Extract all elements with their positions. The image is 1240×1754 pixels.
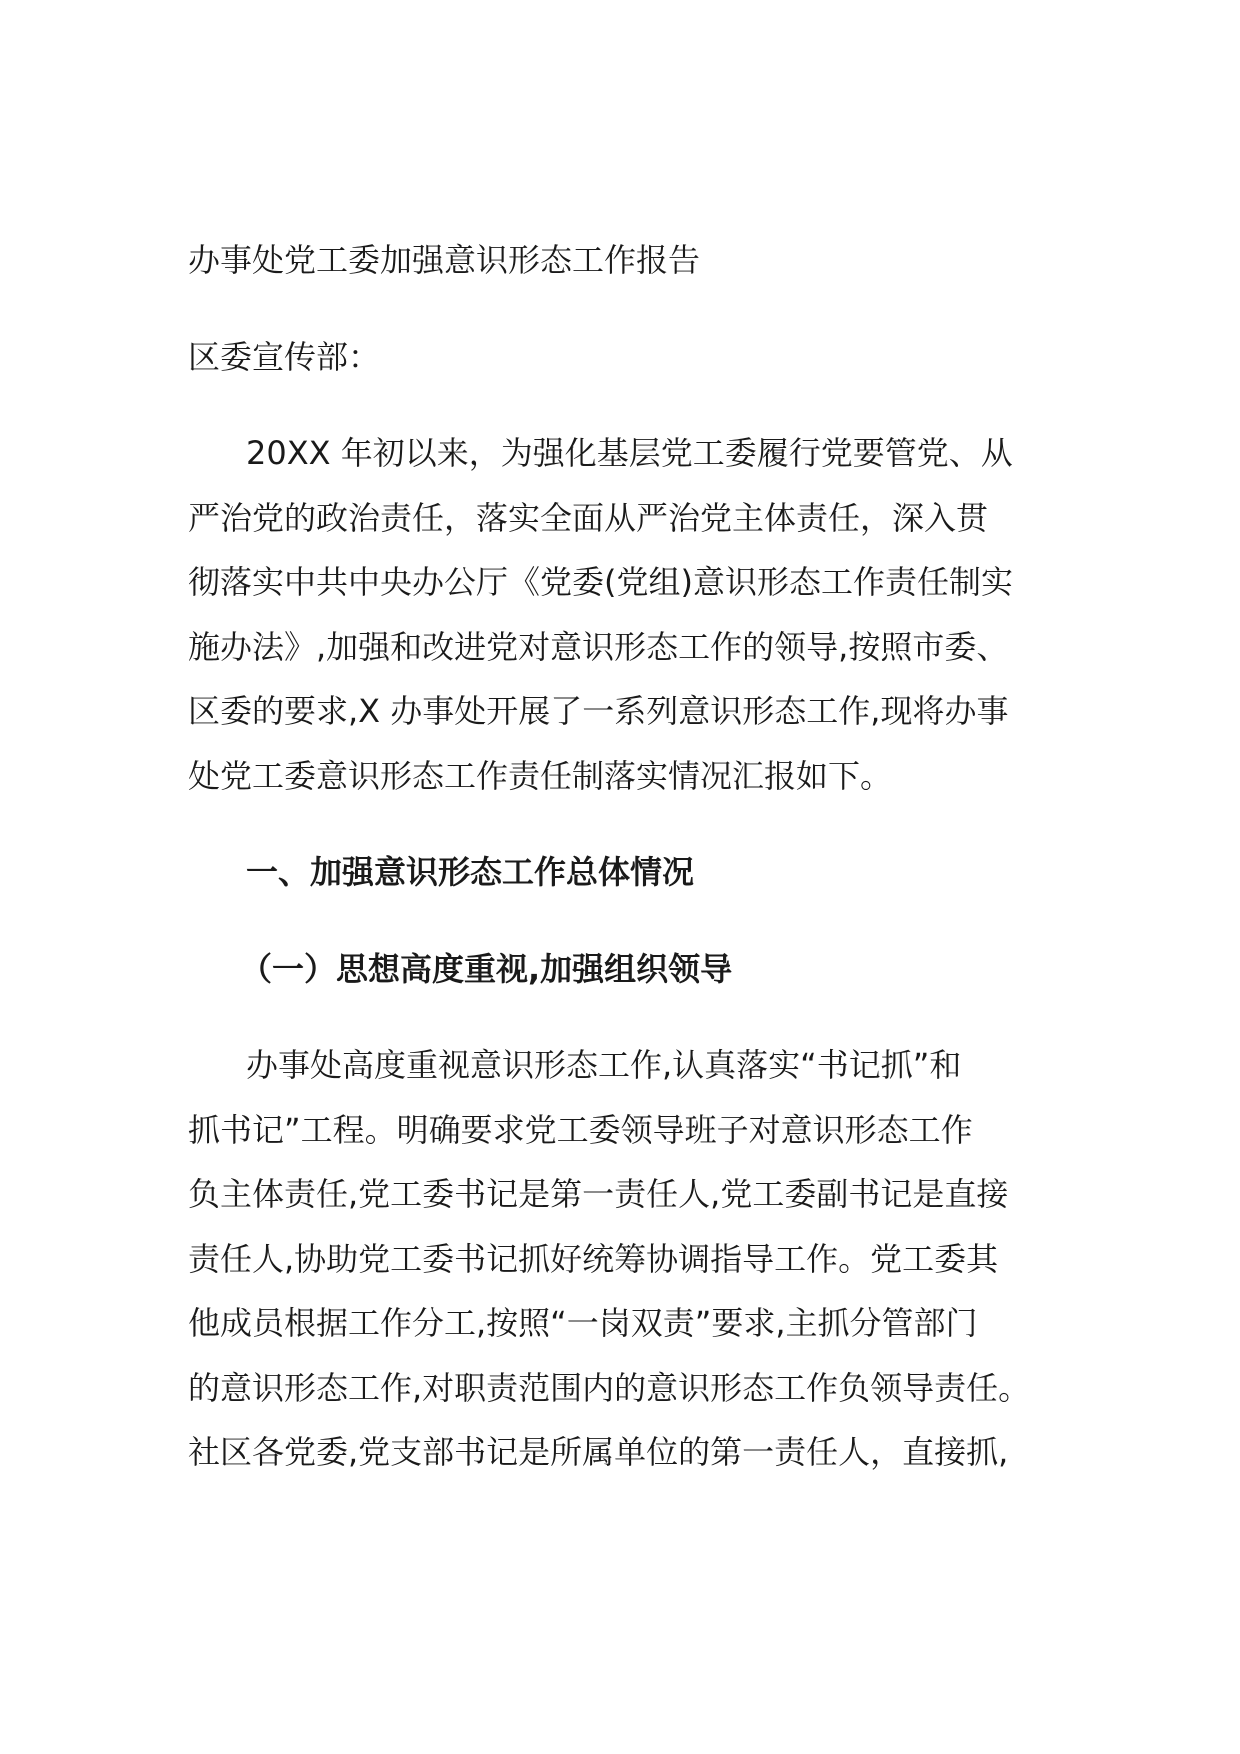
paragraph-line: 负主体责任,党工委书记是第一责任人,党工委副书记是直接 <box>188 1175 1009 1213</box>
document-title: 办事处党工委加强意识形态工作报告 <box>188 241 701 279</box>
paragraph-line: 20XX 年初以来，为强化基层党工委履行党要管党、从 <box>246 434 1013 472</box>
paragraph-line: 他成员根据工作分工,按照“一岗双责”要求,主抓分管部门 <box>188 1304 978 1342</box>
body-paragraph <box>188 1033 1056 1485</box>
paragraph-line: 处党工委意识形态工作责任制落实情况汇报如下。 <box>188 756 893 795</box>
subsection-heading: （一）思想高度重视,加强组织领导 <box>240 949 733 988</box>
document-body <box>188 228 1056 1517</box>
paragraph-line: 施办法》,加强和改进党对意识形态工作的领导,按照市委、 <box>188 627 1009 666</box>
paragraph-line: 的意识形态工作,对职责范围内的意识形态工作负领导责任。 <box>188 1368 1031 1407</box>
paragraph-line: 责任人,协助党工委书记抓好统筹协调指导工作。党工委其 <box>188 1239 999 1278</box>
paragraph-line: 严治党的政治责任，落实全面从严治党主体责任，深入贯 <box>188 498 989 537</box>
salutation: 区委宣传部： <box>188 337 381 376</box>
intro-paragraph <box>188 421 1056 808</box>
paragraph-line: 彻落实中共中央办公厅《党委(党组)意识形态工作责任制实 <box>188 563 1013 601</box>
paragraph-line: 社区各党委,党支部书记是所属单位的第一责任人，直接抓, <box>188 1433 1009 1471</box>
paragraph-line: 办事处高度重视意识形态工作,认真落实“书记抓”和 <box>246 1046 962 1084</box>
paragraph-line: 区委的要求,X 办事处开展了一系列意识形态工作,现将办事 <box>188 692 1009 730</box>
paragraph-line: 抓书记”工程。明确要求党工委领导班子对意识形态工作 <box>188 1110 973 1149</box>
section-heading: 一、加强意识形态工作总体情况 <box>246 853 695 891</box>
